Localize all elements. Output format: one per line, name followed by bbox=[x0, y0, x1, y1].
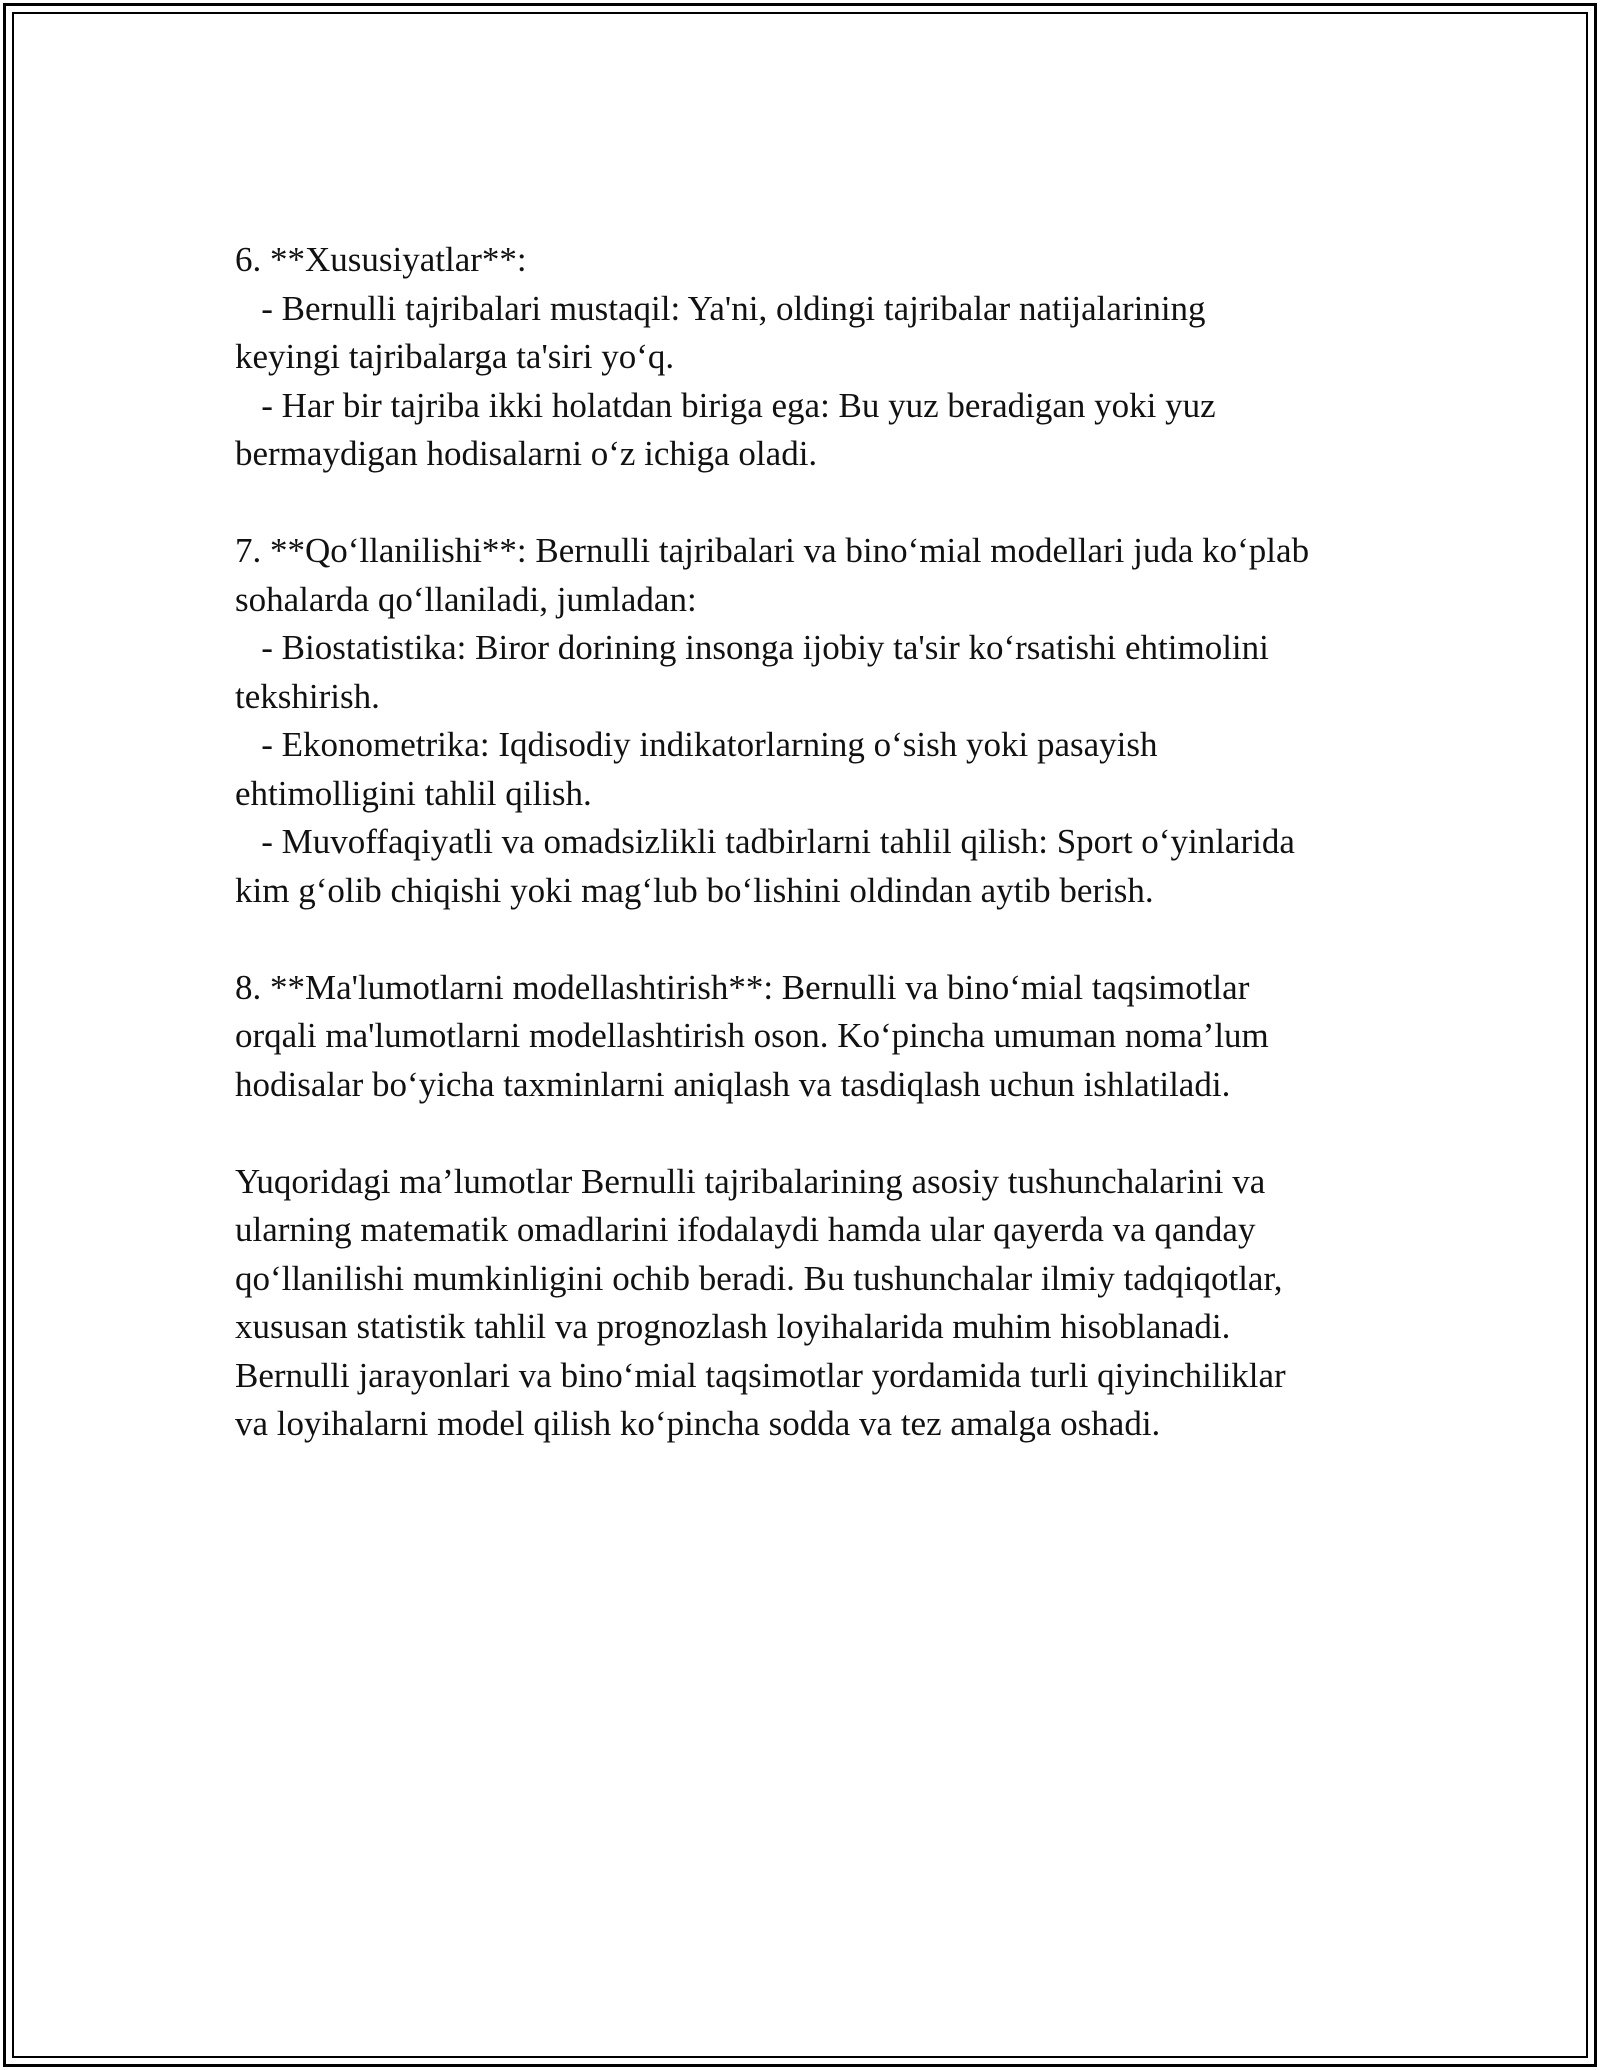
section-malumotlarni-modellashtirish bbox=[235, 964, 1395, 1110]
text-line: tekshirish. bbox=[235, 676, 380, 716]
text-line: orqali ma'lumotlarni modellashtirish oson. Ko‘pincha umuman noma’lum bbox=[235, 1016, 1269, 1055]
text-line: ehtimolligini tahlil qilish. bbox=[235, 773, 592, 813]
text-line: ularning matematik omadlarini ifodalaydi hamda ular qayerda va qanday bbox=[235, 1210, 1256, 1249]
text-line: qo‘llanilishi mumkinligini ochib beradi. Bu tushunchalar ilmiy tadqiqotlar, bbox=[235, 1258, 1283, 1298]
text-line: hodisalar bo‘yicha taxminlarni aniqlash va tasdiqlash uchun ishlatiladi. bbox=[235, 1064, 1231, 1104]
text-line: sohalarda qo‘llaniladi, jumladan: bbox=[235, 579, 697, 619]
section-xususiyatlar bbox=[235, 236, 1395, 479]
text-line: va loyihalarni model qilish ko‘pincha sodda va tez amalga oshadi. bbox=[235, 1404, 1161, 1443]
document-body bbox=[235, 236, 1395, 1497]
text-line: 7. **Qo‘llanilishi**: Bernulli tajribalari va bino‘mial modellari juda ko‘plab bbox=[235, 531, 1310, 570]
text-line: 6. **Xususiyatlar**: bbox=[235, 240, 527, 279]
text-line: bermaydigan hodisalarni o‘z ichiga oladi. bbox=[235, 434, 818, 473]
text-line: - Ekonometrika: Iqdisodiy indikatorlarning o‘sish yoki pasayish bbox=[235, 725, 1158, 764]
text-line: - Har bir tajriba ikki holatdan biriga ega: Bu yuz beradigan yoki yuz bbox=[235, 385, 1216, 425]
text-line: 8. **Ma'lumotlarni modellashtirish**: Bernulli va bino‘mial taqsimotlar bbox=[235, 967, 1250, 1007]
section-summary bbox=[235, 1158, 1395, 1449]
text-line: keyingi tajribalarga ta'siri yo‘q. bbox=[235, 337, 675, 376]
text-line: - Biostatistika: Biror dorining insonga ijobiy ta'sir ko‘rsatishi ehtimolini bbox=[235, 628, 1269, 667]
section-qollanilishi bbox=[235, 527, 1395, 915]
text-line: Bernulli jarayonlari va bino‘mial taqsimotlar yordamida turli qiyinchiliklar bbox=[235, 1355, 1286, 1395]
text-line: kim g‘olib chiqishi yoki mag‘lub bo‘lishini oldindan aytib berish. bbox=[235, 870, 1154, 910]
text-line: xususan statistik tahlil va prognozlash loyihalarida muhim hisoblanadi. bbox=[235, 1307, 1231, 1346]
text-line: - Bernulli tajribalari mustaqil: Ya'ni, oldingi tajribalar natijalarining bbox=[235, 288, 1206, 328]
text-line: - Muvoffaqiyatli va omadsizlikli tadbirlarni tahlil qilish: Sport o‘yinlarida bbox=[235, 822, 1295, 861]
text-line: Yuqoridagi ma’lumotlar Bernulli tajribalarining asosiy tushunchalarini va bbox=[235, 1161, 1266, 1201]
